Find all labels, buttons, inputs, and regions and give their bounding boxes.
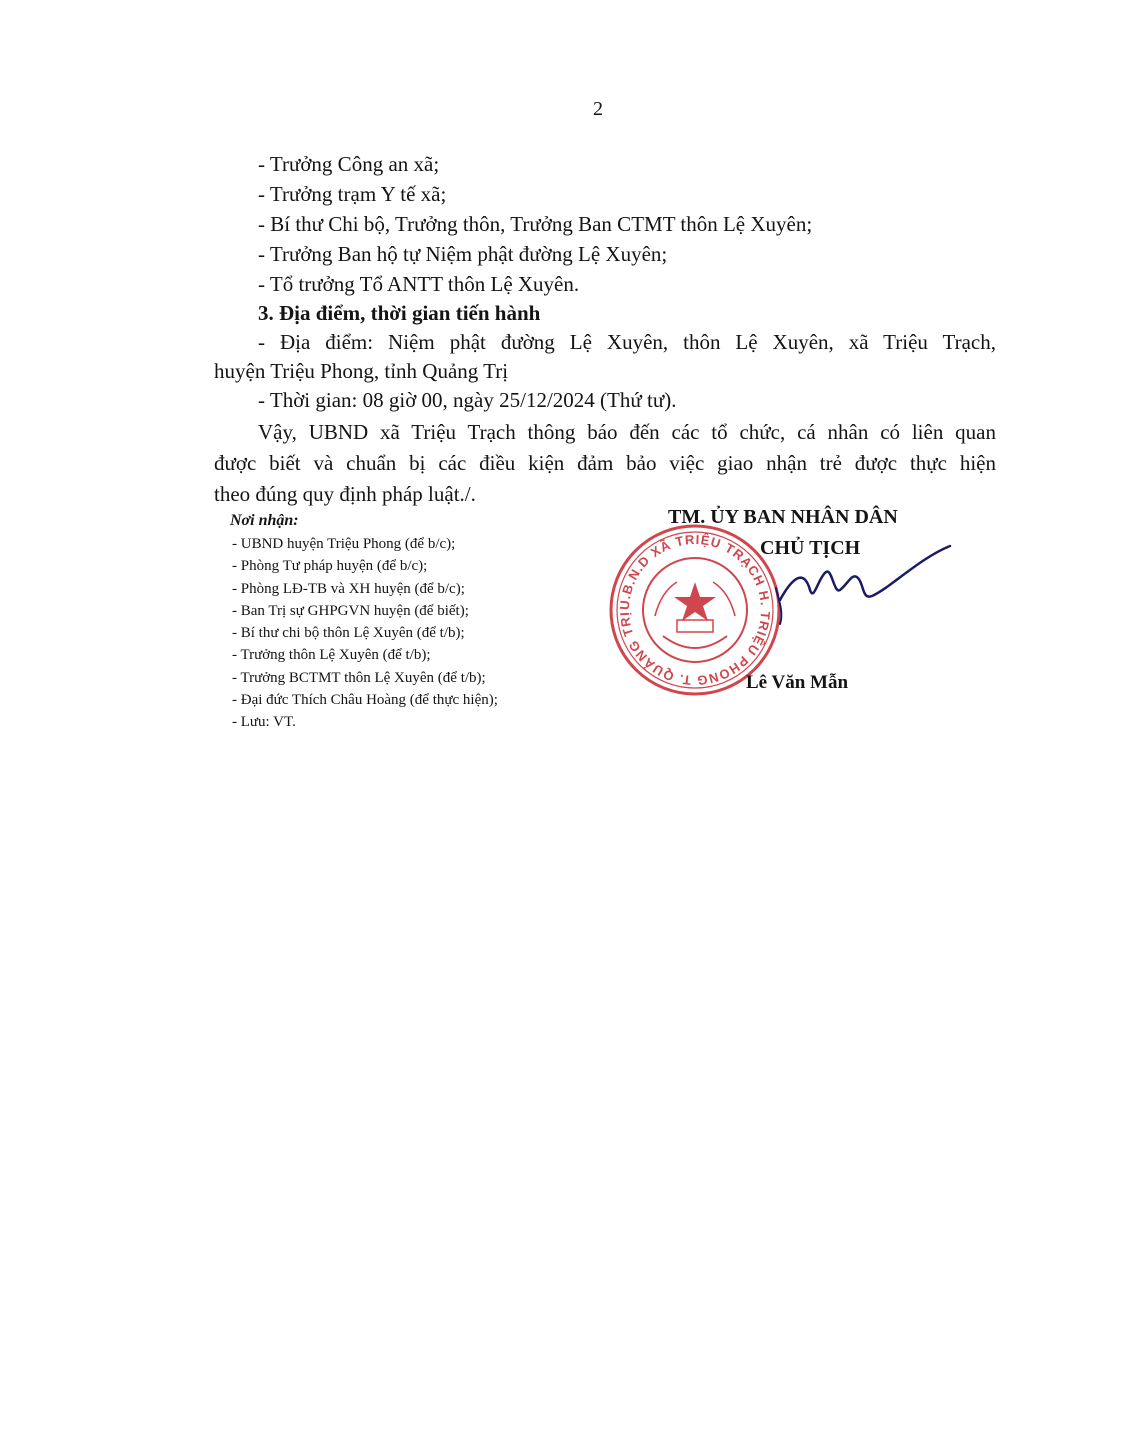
recipient-item: - Phòng LĐ-TB và XH huyện (để b/c); — [232, 580, 465, 597]
handwritten-signature-icon — [740, 538, 960, 628]
participant-item: - Trưởng trạm Y tế xã; — [258, 182, 447, 206]
recipient-item: - Đại đức Thích Châu Hoàng (để thực hiện); — [232, 692, 498, 709]
recipient-item: - Ban Trị sự GHPGVN huyện (để biết); — [232, 602, 469, 619]
participant-item: - Bí thư Chi bộ, Trưởng thôn, Trưởng Ban CTMT thôn Lệ Xuyên; — [258, 212, 813, 236]
seal-text: U.B.N.D XÃ TRIỆU TRẠCH H. TRIỆU PHONG T. QUẢNG TRỊ — [616, 531, 774, 689]
recipient-item: - Bí thư chi bộ thôn Lệ Xuyên (để t/b); — [232, 625, 465, 642]
closing-paragraph-line: theo đúng quy định pháp luật./. — [214, 482, 476, 506]
signature-title: TM. ỦY BAN NHÂN DÂN — [668, 506, 898, 528]
seal-star-icon — [674, 582, 716, 621]
signer-name: Lê Văn Mẫn — [746, 672, 849, 693]
section-heading: 3. Địa điểm, thời gian tiến hành — [258, 301, 541, 325]
recipient-item: - Phòng Tư pháp huyện (để b/c); — [232, 558, 428, 575]
closing-paragraph-line: được biết và chuẩn bị các điều kiện đảm bảo việc giao nhận trẻ được thực hiện — [214, 451, 996, 475]
participant-item: - Tổ trưởng Tổ ANTT thôn Lệ Xuyên. — [258, 272, 580, 296]
recipient-item: - UBND huyện Triệu Phong (để b/c); — [232, 536, 456, 552]
recipients-title: Nơi nhận: — [230, 512, 299, 529]
recipient-item: - Trưởng thôn Lệ Xuyên (để t/b); — [232, 647, 431, 664]
page-number: 2 — [593, 98, 603, 120]
recipient-item: - Lưu: VT. — [232, 714, 296, 731]
participant-item: - Trưởng Công an xã; — [258, 152, 440, 176]
location-line: - Địa điểm: Niệm phật đường Lệ Xuyên, thôn Lệ Xuyên, xã Triệu Trạch, — [258, 330, 996, 354]
recipients-list — [232, 533, 498, 734]
time-line: - Thời gian: 08 giờ 00, ngày 25/12/2024 (Thứ tư). — [258, 388, 677, 412]
signature-role: CHỦ TỊCH — [760, 537, 861, 559]
location-line: huyện Triệu Phong, tỉnh Quảng Trị — [214, 359, 509, 383]
recipient-item: - Trưởng BCTMT thôn Lệ Xuyên (để t/b); — [232, 669, 486, 686]
closing-paragraph-line: Vậy, UBND xã Triệu Trạch thông báo đến các tổ chức, cá nhân có liên quan — [258, 420, 996, 444]
participant-item: - Trưởng Ban hộ tự Niệm phật đường Lệ Xuyên; — [258, 242, 668, 266]
